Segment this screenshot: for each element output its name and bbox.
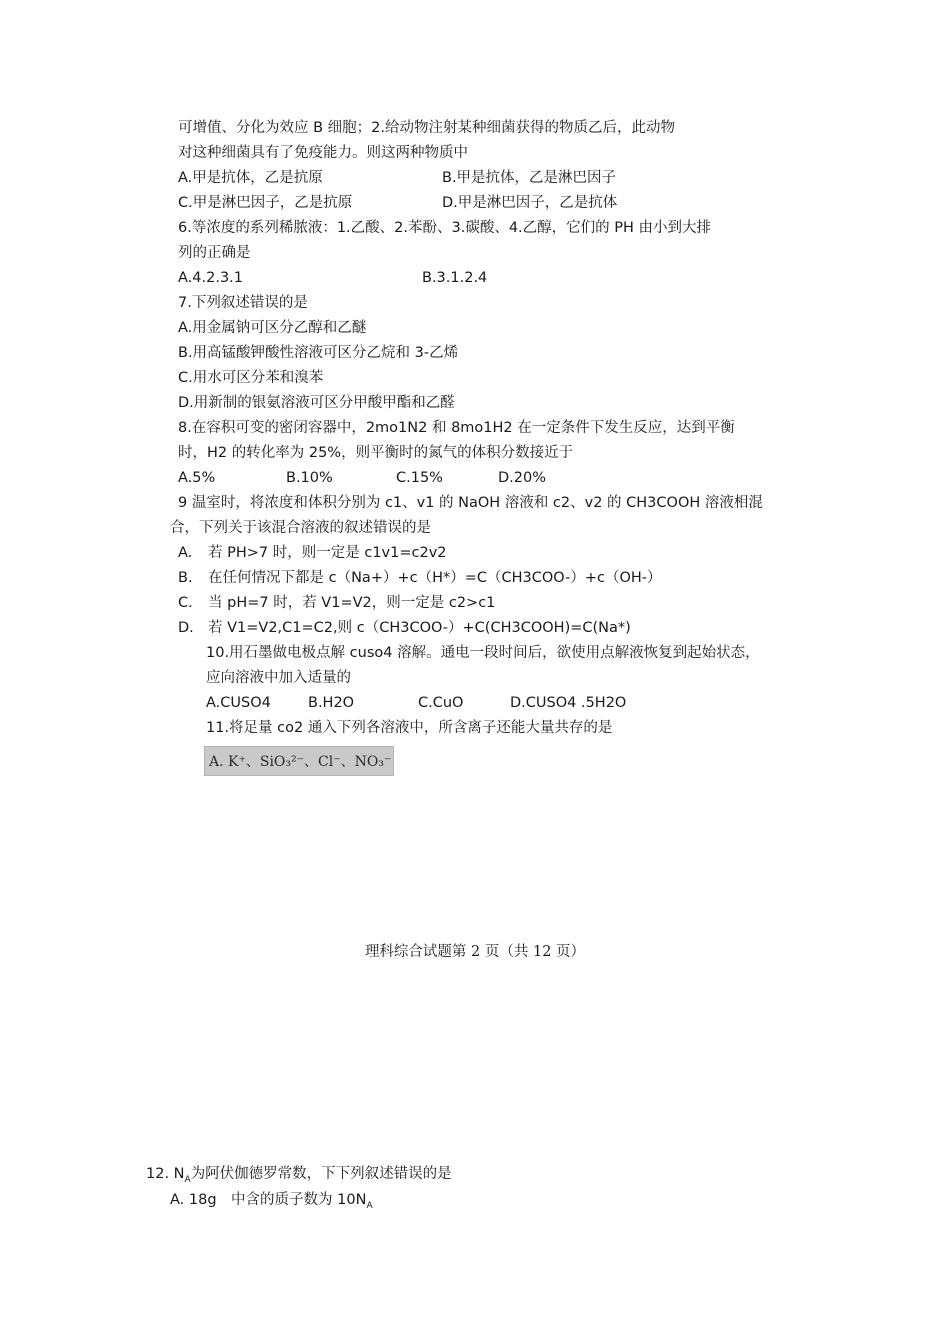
text-line: 可增值、分化为效应 B 细胞；2.给动物注射某种细菌获得的物质乙后，此动物 xyxy=(178,120,675,136)
page-footer: 理科综合试题第 2 页（共 12 页） xyxy=(364,944,586,960)
question-11: 11.将足量 co2 通入下列各溶液中，所含离子还能大量共存的是 xyxy=(206,720,613,736)
q12-sub: A xyxy=(184,1175,191,1185)
option-10a: A.CUSO4 xyxy=(206,695,271,711)
option-letter: B. xyxy=(178,570,193,586)
option-5a: A.甲是抗体，乙是抗原 xyxy=(178,170,323,186)
option-9d xyxy=(178,618,631,638)
option-11a-text: A. K⁺、SiO₃²⁻、Cl⁻、NO₃⁻ xyxy=(209,754,392,770)
question-9-cont: 合，下列关于该混合溶液的叙述错误的是 xyxy=(170,520,431,536)
option-8c: C.15% xyxy=(396,470,443,486)
question-6-cont: 列的正确是 xyxy=(178,245,251,261)
q12a-sub: A xyxy=(366,1201,373,1211)
question-12 xyxy=(146,1164,452,1190)
question-10: 10.用石墨做电极点解 cuso4 溶解。通电一段时间后，欲使用点解液恢复到起始状态， xyxy=(206,645,760,661)
option-letter: C. xyxy=(178,595,193,611)
option-text: 在任何情况下都是 c（Na+）+c（H*）=C（CH3COO-）+c（OH-） xyxy=(208,570,662,586)
option-11a-image xyxy=(204,746,394,776)
q12-prefix: 12. N xyxy=(146,1166,185,1182)
question-8: 8.在容积可变的密闭容器中，2mo1N2 和 8mo1H2 在一定条件下发生反应，达到平衡 xyxy=(178,420,735,436)
option-7d: D.用新制的银氨溶液可区分甲酸甲酯和乙醛 xyxy=(178,395,455,411)
option-5c: C.甲是淋巴因子，乙是抗原 xyxy=(178,195,353,211)
option-text: 当 pH=7 时，若 V1=V2，则一定是 c2>c1 xyxy=(208,595,496,611)
option-9a xyxy=(178,543,447,563)
option-9b xyxy=(178,568,662,588)
option-8a: A.5% xyxy=(178,470,216,486)
question-10-cont: 应向溶液中加入适量的 xyxy=(206,670,351,686)
text-line: 对这种细菌具有了免疫能力。则这两种物质中 xyxy=(178,145,468,161)
option-letter: A. xyxy=(178,545,193,561)
q12a-text: A. 18g 中含的质子数为 10N xyxy=(170,1192,367,1208)
question-8-cont: 时，H2 的转化率为 25%，则平衡时的氮气的体积分数接近于 xyxy=(178,445,574,461)
option-6a: A.4.2.3.1 xyxy=(178,270,244,286)
option-text: 若 PH>7 时，则一定是 c1v1=c2v2 xyxy=(208,545,447,561)
option-7b: B.用高锰酸钾酸性溶液可区分乙烷和 3-乙烯 xyxy=(178,345,459,361)
option-10c: C.CuO xyxy=(418,695,464,711)
option-5d: D.甲是淋巴因子，乙是抗体 xyxy=(442,195,618,211)
option-5b: B.甲是抗体，乙是淋巴因子 xyxy=(442,170,617,186)
question-9: 9 温室时，将浓度和体积分别为 c1、v1 的 NaOH 溶液和 c2、v2 的 CH3COOH 溶液相混 xyxy=(178,495,763,511)
option-10b: B.H2O xyxy=(308,695,355,711)
option-letter: D. xyxy=(178,620,194,636)
option-10d: D.CUSO4 .5H2O xyxy=(510,695,627,711)
option-12a xyxy=(170,1190,373,1216)
option-8b: B.10% xyxy=(286,470,333,486)
option-6b: B.3.1.2.4 xyxy=(422,270,488,286)
question-7: 7.下列叙述错误的是 xyxy=(178,295,308,311)
question-6: 6.等浓度的系列稀脓液：1.乙酸、2.苯酚、3.碳酸、4.乙醇，它们的 PH 由小到大排 xyxy=(178,220,712,236)
option-9c xyxy=(178,593,495,613)
option-8d: D.20% xyxy=(498,470,547,486)
option-7c: C.用水可区分苯和溴苯 xyxy=(178,370,324,386)
option-7a: A.用金属钠可区分乙醇和乙醚 xyxy=(178,320,367,336)
q12-text: 为阿伏伽德罗常数，下下列叙述错误的是 xyxy=(190,1166,452,1182)
option-text: 若 V1=V2,C1=C2,则 c（CH3COO-）+C(CH3COOH)=C(Na*) xyxy=(208,620,631,636)
